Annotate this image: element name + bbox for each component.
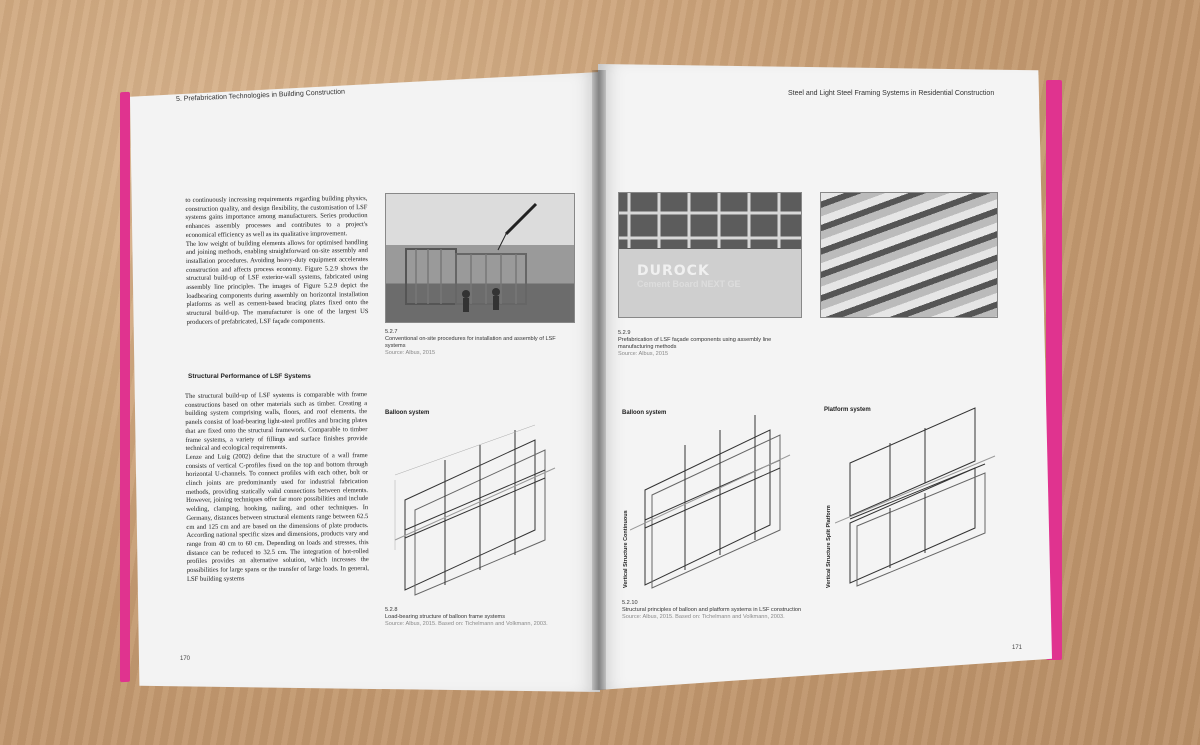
photo-text-durock: DUROCK <box>637 263 710 279</box>
page-number-left: 170 <box>180 656 191 662</box>
page-edge-left <box>120 92 130 682</box>
photo-text-board: Cement Board NEXT GE <box>637 279 741 289</box>
figure-number: 5.2.7 <box>385 329 398 335</box>
paragraph: to continuously increasing requirements regarding building physics, construction quality, and design flexibility, the customisation of LSF systems gains importance among manufacturers. Series production enhances assembly processes and contributes to a project's economical efficiency as well as its qualitative improvement. <box>185 195 368 239</box>
running-head-left: 5. Prefabrication Technologies in Building Construction <box>175 88 346 103</box>
caption-text: Conventional on-site procedures for installation and assembly of LSF systems <box>385 336 556 349</box>
caption-source: Source: Albus, 2015 <box>385 350 436 356</box>
figure-number: 5.2.10 <box>622 600 638 606</box>
paragraph: The structural build-up of LSF systems is comparable with frame constructions based on other materials such as timber. Creating a building system comprising walls, floors, and roof elements, the panels consist of load-bearing light-steel profiles and bracing plates that are fixed onto the structural framework. Comparable to timber frame systems, a variety of fillings and surface finishes provide technical and ecological requirements. <box>185 391 368 453</box>
page-number-right: 171 <box>1012 645 1023 651</box>
construction-site-photo <box>385 193 575 323</box>
figure-caption-528 <box>385 607 575 628</box>
balloon-structure-diagram <box>630 400 800 590</box>
book-gutter <box>592 70 606 690</box>
figure-caption-527 <box>385 329 575 357</box>
figure-number: 5.2.8 <box>385 607 398 613</box>
paragraph: The low weight of building elements allows for optimised handling and joining methods, enabling straightforward on-site assembly and installation procedures. Avoiding heavy-duty equipment accelerates construction and affects process economy. Figure 5.2.9 shows the structural build-up of LSF exterior-wall systems, fabricated using assembly line principles. The images of Figure 5.2.9 depict the loadbearing components during assembly on horizontal installation platforms as well as cement-based bracing plates fixed onto the structural build-up. The manufacturer is one of the largest US producers of prefabricated, LSF façade components. <box>185 238 369 326</box>
durock-panel-photo <box>618 192 802 318</box>
figure-number: 5.2.9 <box>618 330 631 336</box>
diagram-title-balloon: Balloon system <box>385 410 430 416</box>
caption-text: Prefabrication of LSF façade components using assembly line manufacturing methods <box>618 337 772 350</box>
right-page <box>598 64 1052 690</box>
figure-caption-5210 <box>622 600 882 621</box>
caption-source: Source: Albus, 2015. Based on: Tichelmann and Volkmann, 2003. <box>622 614 785 620</box>
axis-label-split-platform: Vertical Structure Split Platform <box>826 505 832 588</box>
balloon-frame-diagram <box>385 420 575 600</box>
caption-text: Load-bearing structure of balloon frame systems <box>385 614 506 620</box>
diagram-title-balloon-system: Balloon system <box>622 410 667 416</box>
body-text-top <box>185 195 368 327</box>
diagram-title-platform-system: Platform system <box>824 407 871 413</box>
section-subheading: Structural Performance of LSF Systems <box>188 373 311 380</box>
steel-frame-photo <box>820 192 998 318</box>
caption-source: Source: Albus, 2015. Based on: Tichelmann and Volkmann, 2003. <box>385 621 548 627</box>
figure-caption-529 <box>618 330 808 358</box>
caption-source: Source: Albus, 2015 <box>618 351 669 357</box>
caption-text: Structural principles of balloon and platform systems in LSF construction <box>622 607 802 613</box>
platform-structure-diagram <box>835 398 1005 588</box>
paragraph: Lenze and Luig (2002) define that the structure of a wall frame consists of vertical C-profiles fixed on the top and bottom through horizontal U-channels. To connect profiles with each other, bolt or clinch joints are predominantly used for industrial fabrication methods, providing statically valid connections between elements. However, joining techniques offer far more possibilities and include welding, clamping, hooking, nailing, and other techniques. In Germany, distances between structural elements range between 62.5 cm and 125 cm and are based on the dimensions of plate products. According national specific sizes and dimensions, products vary and range from 40 cm to 60 cm. Depending on loads and stresses, this distance can be reduced to 32.5 cm. The integration of hot-rolled profiles provides an alternative solution, which increases the possibilities for large spans or the transfer of large loads. In general, LSF building systems <box>185 451 369 583</box>
body-text-bottom <box>185 391 369 584</box>
running-head-right: Steel and Light Steel Framing Systems in Residential Construction <box>788 90 995 97</box>
axis-label-continuous: Vertical Structure Continuous <box>623 510 629 588</box>
